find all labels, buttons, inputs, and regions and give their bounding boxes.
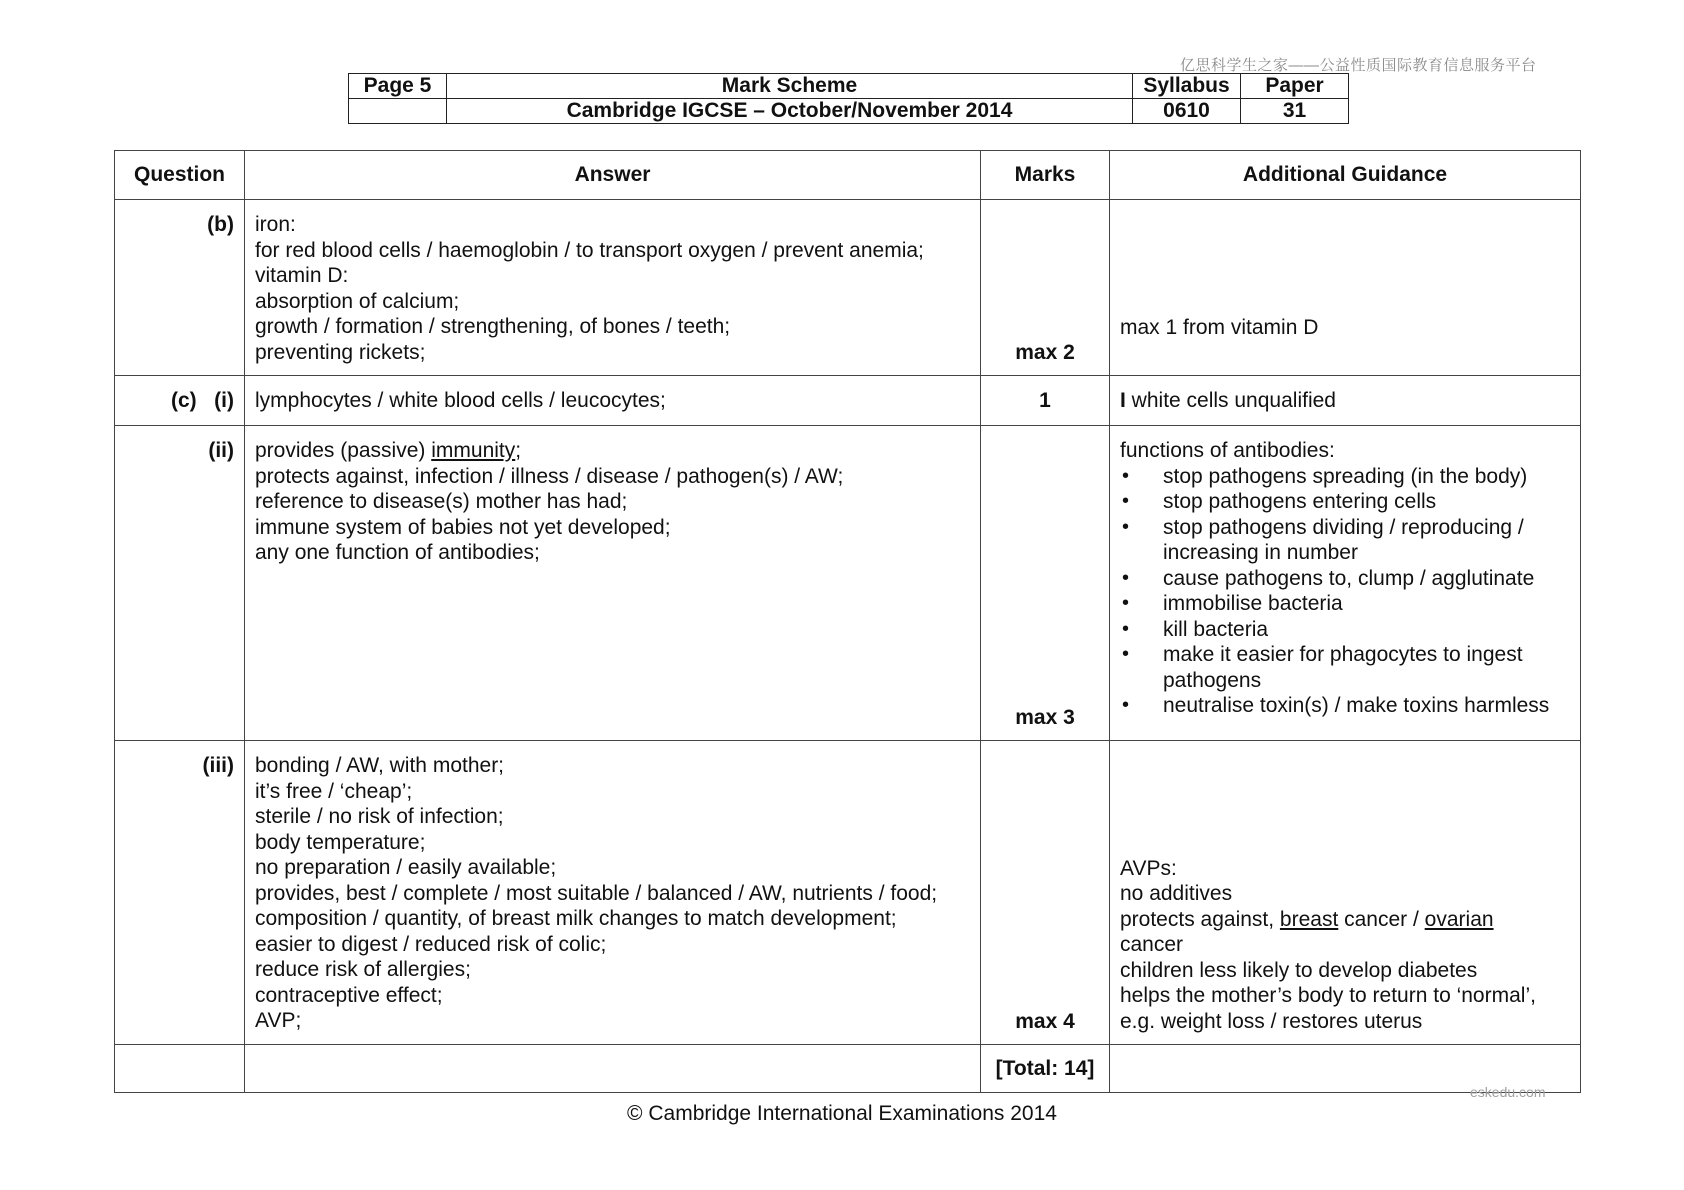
answer-line: composition / quantity, of breast milk changes to match development; bbox=[255, 907, 897, 930]
table-row-c-iii bbox=[115, 741, 1581, 1045]
list-item: • stop pathogens spreading (in the body) bbox=[1120, 464, 1570, 490]
answer-cell bbox=[245, 426, 981, 741]
guidance-cell bbox=[1110, 376, 1581, 426]
watermark-text-bottom: eskedu.com bbox=[1470, 1084, 1546, 1100]
guidance-line: max 1 from vitamin D bbox=[1120, 315, 1319, 339]
answer-line: no preparation / easily available; bbox=[255, 856, 557, 879]
column-header-row bbox=[115, 151, 1581, 200]
answer-cell bbox=[245, 376, 981, 426]
header-syllabus: 0610 bbox=[1133, 99, 1241, 124]
guidance-line: cancer bbox=[1120, 933, 1184, 956]
header-title: Mark Scheme bbox=[447, 74, 1133, 99]
header-paper: 31 bbox=[1241, 99, 1349, 124]
guidance-line bbox=[1120, 907, 1570, 933]
guidance-text: white cells unqualified bbox=[1125, 388, 1336, 412]
total-marks: [Total: 14] bbox=[981, 1045, 1110, 1093]
answer-line: sterile / no risk of infection; bbox=[255, 805, 504, 828]
guidance-cell bbox=[1110, 200, 1581, 376]
header-syllabus-label: Syllabus bbox=[1133, 74, 1241, 99]
answer-line: iron: bbox=[255, 213, 296, 236]
answer-line: immune system of babies not yet developed; bbox=[255, 515, 671, 539]
answer-line: contraceptive effect; bbox=[255, 983, 443, 1007]
guidance-text: protects against, bbox=[1120, 907, 1280, 931]
copyright-footer: © Cambridge International Examinations 2014 bbox=[627, 1102, 1057, 1125]
empty-cell bbox=[115, 1045, 245, 1093]
list-item: • cause pathogens to, clump / agglutinate bbox=[1120, 566, 1570, 592]
answer-line: body temperature; bbox=[255, 830, 426, 854]
header-paper-label: Paper bbox=[1241, 74, 1349, 99]
table-row-c-ii bbox=[115, 426, 1581, 741]
answer-line: provides, best / complete / most suitable / balanced / AW, nutrients / food; bbox=[255, 881, 938, 905]
table-row-b bbox=[115, 200, 1581, 376]
guidance-cell bbox=[1110, 426, 1581, 741]
col-answer: Answer bbox=[245, 151, 981, 200]
col-question: Question bbox=[115, 151, 245, 200]
answer-text: provides (passive) bbox=[255, 439, 432, 462]
answer-line: it’s free / ‘cheap’; bbox=[255, 779, 413, 803]
question-label: (ii) bbox=[115, 426, 245, 741]
list-item: • neutralise toxin(s) / make toxins harmless bbox=[1120, 693, 1570, 719]
guidance-key-term: ovarian bbox=[1424, 907, 1494, 931]
guidance-key-term: breast bbox=[1279, 907, 1339, 931]
list-item: • stop pathogens dividing / reproducing / increasing in number bbox=[1120, 515, 1570, 566]
question-label: (c) (i) bbox=[115, 376, 245, 426]
header-subtitle: Cambridge IGCSE – October/November 2014 bbox=[447, 99, 1133, 124]
list-item: • immobilise bacteria bbox=[1120, 591, 1570, 617]
guidance-line: children less likely to develop diabetes bbox=[1120, 958, 1478, 982]
col-marks: Marks bbox=[981, 151, 1110, 200]
answer-line: reference to disease(s) mother has had; bbox=[255, 490, 628, 513]
table-row-total bbox=[115, 1045, 1581, 1093]
ignore-marker: I bbox=[1120, 388, 1126, 412]
marks-cell: 1 bbox=[981, 376, 1110, 426]
antibody-functions-list bbox=[1120, 464, 1570, 719]
header-empty bbox=[349, 99, 447, 124]
answer-line: lymphocytes / white blood cells / leucocytes; bbox=[255, 388, 666, 412]
answer-cell bbox=[245, 200, 981, 376]
marks-cell: max 3 bbox=[981, 426, 1110, 741]
header-table bbox=[348, 73, 1349, 124]
answer-line: bonding / AW, with mother; bbox=[255, 754, 505, 777]
answer-text: ; bbox=[515, 439, 522, 462]
guidance-text: cancer / bbox=[1338, 907, 1425, 931]
marks-cell: max 2 bbox=[981, 200, 1110, 376]
guidance-line: AVPs: bbox=[1120, 856, 1177, 880]
guidance-heading: functions of antibodies: bbox=[1120, 439, 1335, 462]
list-item: • stop pathogens entering cells bbox=[1120, 489, 1570, 515]
question-label: (b) bbox=[115, 200, 245, 376]
marks-cell: max 4 bbox=[981, 741, 1110, 1045]
answer-line: preventing rickets; bbox=[255, 340, 426, 364]
guidance-line: e.g. weight loss / restores uterus bbox=[1120, 1009, 1423, 1033]
guidance-line: no additives bbox=[1120, 882, 1233, 905]
answer-line: easier to digest / reduced risk of colic; bbox=[255, 932, 607, 956]
guidance-line: helps the mother’s body to return to ‘normal’, bbox=[1120, 984, 1536, 1007]
answer-cell bbox=[245, 741, 981, 1045]
header-page: Page 5 bbox=[349, 74, 447, 99]
mark-scheme-table bbox=[114, 150, 1581, 1093]
answer-line: any one function of antibodies; bbox=[255, 541, 540, 564]
list-item: • kill bacteria bbox=[1120, 617, 1570, 643]
answer-line: for red blood cells / haemoglobin / to transport oxygen / prevent anemia; bbox=[255, 238, 924, 262]
table-row-c-i bbox=[115, 376, 1581, 426]
col-guidance: Additional Guidance bbox=[1110, 151, 1581, 200]
list-item: • make it easier for phagocytes to ingest pathogens bbox=[1120, 642, 1570, 693]
guidance-line bbox=[1120, 388, 1570, 414]
watermark-text-top: 亿思科学生之家——公益性质国际教育信息服务平台 bbox=[1180, 57, 1537, 74]
guidance-cell bbox=[1110, 741, 1581, 1045]
answer-line: AVP; bbox=[255, 1009, 302, 1032]
empty-cell bbox=[245, 1045, 981, 1093]
answer-line: growth / formation / strengthening, of bones / teeth; bbox=[255, 315, 731, 338]
answer-line: protects against, infection / illness / disease / pathogen(s) / AW; bbox=[255, 464, 844, 488]
answer-line bbox=[255, 438, 970, 464]
answer-line: absorption of calcium; bbox=[255, 289, 460, 313]
question-label: (iii) bbox=[115, 741, 245, 1045]
answer-line: vitamin D: bbox=[255, 264, 349, 287]
answer-key-term: immunity bbox=[431, 439, 516, 462]
answer-line: reduce risk of allergies; bbox=[255, 958, 471, 981]
